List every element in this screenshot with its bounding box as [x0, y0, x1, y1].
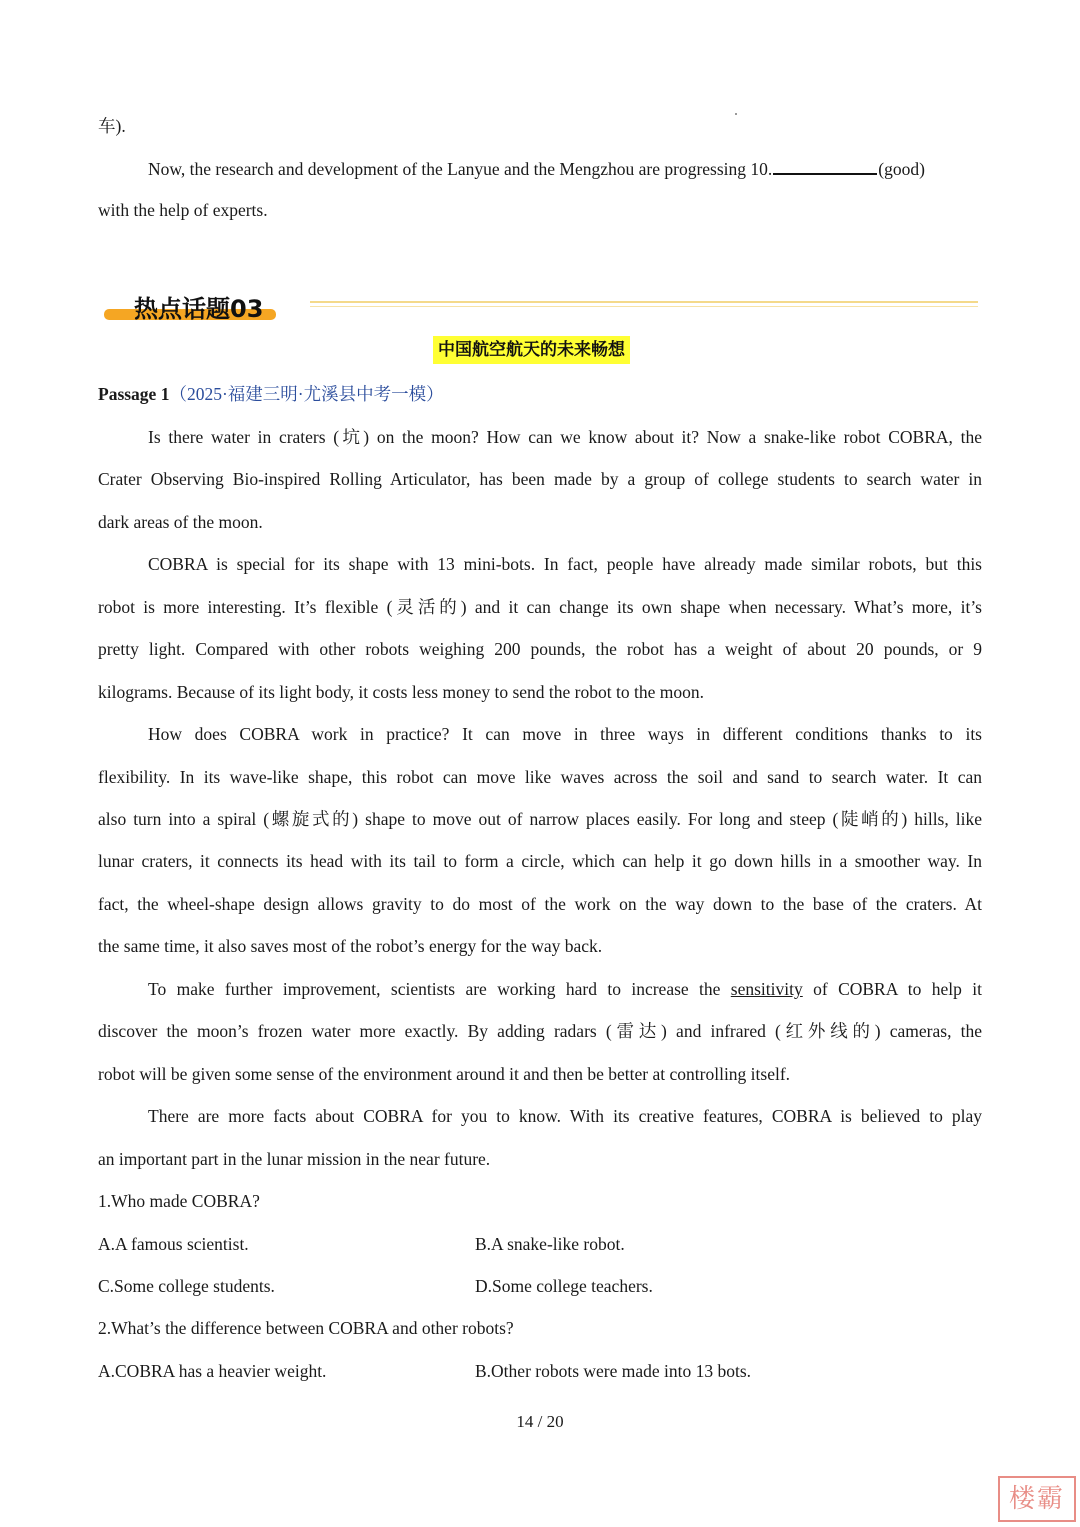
- paragraph-text: of COBRA to help it: [813, 979, 982, 999]
- banner-rule: [310, 301, 978, 303]
- paragraph-line: pretty light. Compared with other robots weighing 200 pounds, the robot has a weight of about 20 pounds, or 9: [98, 639, 982, 659]
- paragraph-line: flexibility. In its wave-like shape, this robot can move like waves across the soil and sand to search water. It can: [98, 767, 982, 787]
- paragraph-line: There are more facts about COBRA for you to know. With its creative features, COBRA is believed to play: [148, 1106, 982, 1126]
- paragraph-line: lunar craters, it connects its head with its tail to form a circle, which can help it go down hills in a smoother way. In: [98, 851, 982, 871]
- paragraph-line: also turn into a spiral (螺旋式的) shape to move out of narrow places easily. For long and steep (陡峭的) hills, like: [98, 809, 982, 829]
- answer-blank-10[interactable]: [773, 156, 877, 175]
- paragraph-line: How does COBRA work in practice? It can move in three ways in different conditions thanks to its: [148, 724, 982, 744]
- option-b[interactable]: B.Other robots were made into 13 bots.: [475, 1361, 752, 1381]
- section-banner: [104, 289, 276, 321]
- paragraph-line: Is there water in craters (坑) on the moon? How can we know about it? Now a snake-like robot COBRA, the: [148, 427, 982, 447]
- option-d[interactable]: D.Some college teachers.: [475, 1276, 653, 1296]
- paragraph-line: [148, 977, 982, 1001]
- question-stem: 1.Who made COBRA?: [98, 1191, 260, 1211]
- paragraph-line: an important part in the lunar mission in the near future.: [98, 1149, 491, 1169]
- paragraph-line: kilograms. Because of its light body, it costs less money to send the robot to the moon.: [98, 682, 704, 702]
- watermark-stamp: 楼霸: [998, 1476, 1076, 1522]
- paragraph-text: To make further improvement, scientists are working hard to increase the: [148, 979, 721, 999]
- page-number: 14 / 20: [516, 1412, 564, 1431]
- underlined-word: sensitivity: [730, 979, 803, 999]
- paragraph-line: robot is more interesting. It’s flexible (灵活的) and it can change its own shape when necessary. What’s more, it’s: [98, 597, 982, 617]
- option-c[interactable]: C.Some college students.: [98, 1276, 275, 1296]
- option-a[interactable]: A.COBRA has a heavier weight.: [98, 1361, 327, 1381]
- passage-label: Passage 1: [98, 384, 170, 404]
- option-b[interactable]: B.A snake-like robot.: [475, 1234, 625, 1254]
- banner-rule: [310, 306, 978, 307]
- paragraph-line: Crater Observing Bio-inspired Rolling Articulator, has been made by a group of college students to search water in: [98, 469, 982, 489]
- option-a[interactable]: A.A famous scientist.: [98, 1234, 249, 1254]
- passage-header: [98, 382, 982, 406]
- banner-title: 热点话题03: [134, 295, 264, 323]
- paragraph-line: robot will be given some sense of the environment around it and then be better at controlling itself.: [98, 1064, 791, 1084]
- topic-title: 中国航空航天的未来畅想: [433, 336, 630, 364]
- word-hint: (good): [878, 159, 925, 179]
- question-stem: 2.What’s the difference between COBRA and other robots?: [98, 1318, 514, 1338]
- paragraph-line: fact, the wheel-shape design allows gravity to do most of the work on the way down to the base of the craters. At: [98, 894, 982, 914]
- passage-source: （2025·福建三明·尤溪县中考一模）: [169, 384, 444, 404]
- continuation-line: with the help of experts.: [98, 200, 268, 220]
- paragraph-line: dark areas of the moon.: [98, 512, 263, 532]
- paragraph-line: COBRA is special for its shape with 13 mini-bots. In fact, people have already made similar robots, but this: [148, 554, 982, 574]
- paragraph-line: the same time, it also saves most of the robot’s energy for the way back.: [98, 936, 603, 956]
- continuation-line: 车).: [98, 116, 126, 136]
- fill-blank-sentence: [148, 156, 982, 181]
- paragraph-line: discover the moon’s frozen water more exactly. By adding radars (雷达) and infrared (红外线的) cameras, the: [98, 1021, 982, 1041]
- sentence-text: Now, the research and development of the Lanyue and the Mengzhou are progressing 10.: [148, 159, 773, 179]
